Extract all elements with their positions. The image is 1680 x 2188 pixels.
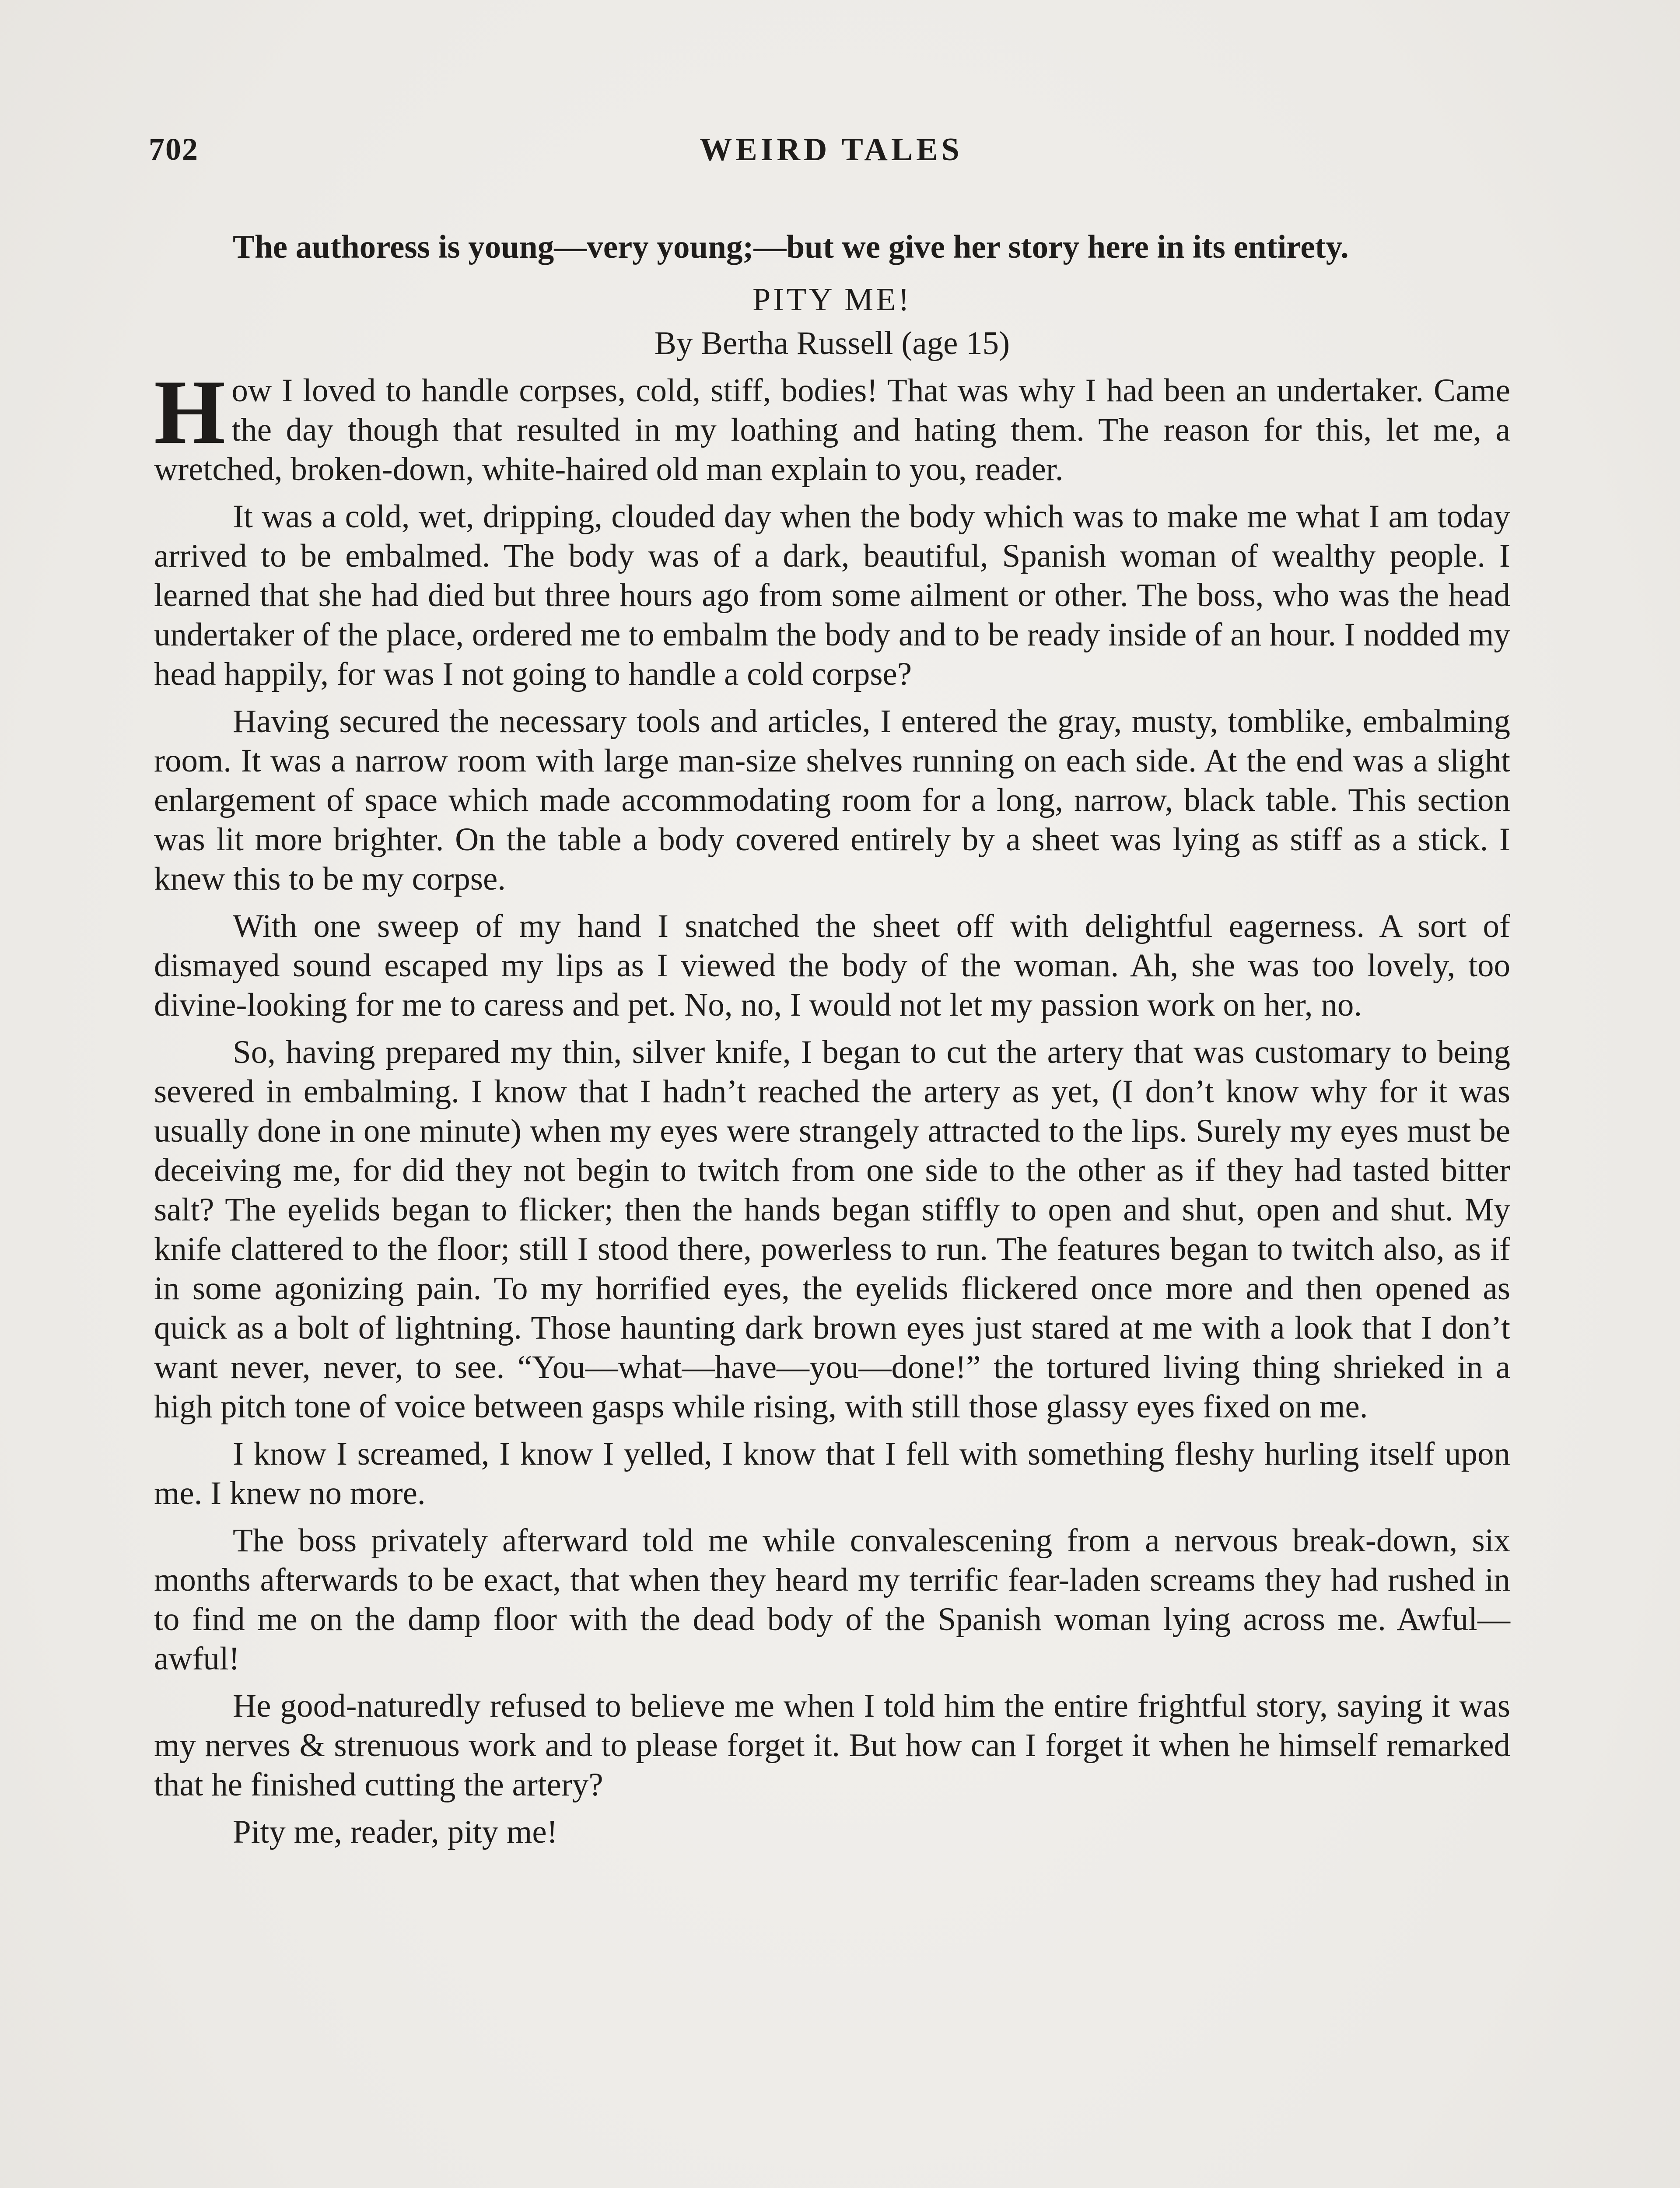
page-header — [149, 131, 1514, 184]
drop-cap: H — [154, 361, 226, 463]
story-paragraph-5: So, having prepared my thin, silver knife, I began to cut the artery that was customary to being severed in embalming. I know that I hadn’t reached the artery as yet, (I don’t know why for it was usually done in one minute) when my eyes were strangely attracted to the lips. Surely my eyes must be deceiving me, for did they not begin to twitch from one side to the other as if they had tasted bitter salt? The eyelids began to flicker; then the hands began stiffly to open and shut, open and shut. My knife clattered to the floor; still I stood there, powerless to run. The features began to twitch also, as if in some agonizing pain. To my horrified eyes, the eyelids flickered once more and then opened as quick as a bolt of lightning. Those haunting dark brown eyes just stared at me with a look that I don’t want never, never, to see. “You—what—have—you—done!” the tortured living thing shrieked in a high pitch tone of voice between gasps while rising, with still those glassy eyes fixed on me. — [154, 1034, 1510, 1425]
page-number: 702 — [149, 132, 199, 167]
story-paragraph-7: The boss privately afterward told me while convalescening from a nervous break-down, six months afterwards to be exact, that when they heard my terrific fear-laden screams they had rushed in to find me on the damp floor with the dead body of the Spanish woman lying across me. Awful—awful! — [154, 1522, 1510, 1677]
editor-intro: The authoress is young—very young;—but we give her story here in its entirety. — [233, 229, 1349, 265]
running-title: WEIRD TALES — [700, 132, 963, 168]
story-paragraph-6: I know I screamed, I know I yelled, I know that I fell with something fleshy hurling itself upon me. I knew no more. — [154, 1436, 1510, 1511]
paragraph-text: ow I loved to handle corpses, cold, stiff, bodies! That was why I had been an undertaker. Came the day though that resulted in my loathing and hating them. The reason for this, let me, a wretched, broken-down, white-haired old man explain to you, reader. — [154, 372, 1510, 487]
story-paragraph-8: He good-naturedly refused to believe me when I told him the entire frightful story, saying it was my nerves & strenuous work and to please forget it. But how can I forget it when he himself remarked that he finished cutting the artery? — [154, 1688, 1510, 1803]
story-byline: By Bertha Russell (age 15) — [654, 325, 1010, 361]
story-paragraph-9: Pity me, reader, pity me! — [233, 1814, 558, 1850]
story-paragraph-3: Having secured the necessary tools and articles, I entered the gray, musty, tomblike, embalming room. It was a narrow room with large man-size shelves running on each side. At the end was a slight enlargement of space which made accommodating room for a long, narrow, black table. This section was lit more brighter. On the table a body covered entirely by a sheet was lying as stiff as a stick. I knew this to be my corpse. — [154, 703, 1510, 897]
story-paragraph-1 — [154, 361, 1510, 489]
story-paragraph-4: With one sweep of my hand I snatched the sheet off with delightful eagerness. A sort of dismayed sound escaped my lips as I viewed the body of the woman. Ah, she was too lovely, too divine-looking for me to caress and pet. No, no, I would not let my passion work on her, no. — [154, 908, 1510, 1023]
story-paragraph-2: It was a cold, wet, dripping, clouded day when the body which was to make me what I am today arrived to be embalmed. The body was of a dark, beautiful, Spanish woman of wealthy people. I learned that she had died but three hours ago from some ailment or other. The boss, who was the head undertaker of the place, ordered me to embalm the body and to be ready inside of an hour. I nodded my head happily, for was I not going to handle a cold corpse? — [154, 498, 1510, 692]
article-body — [154, 228, 1510, 1860]
story-title: PITY ME! — [752, 282, 912, 318]
